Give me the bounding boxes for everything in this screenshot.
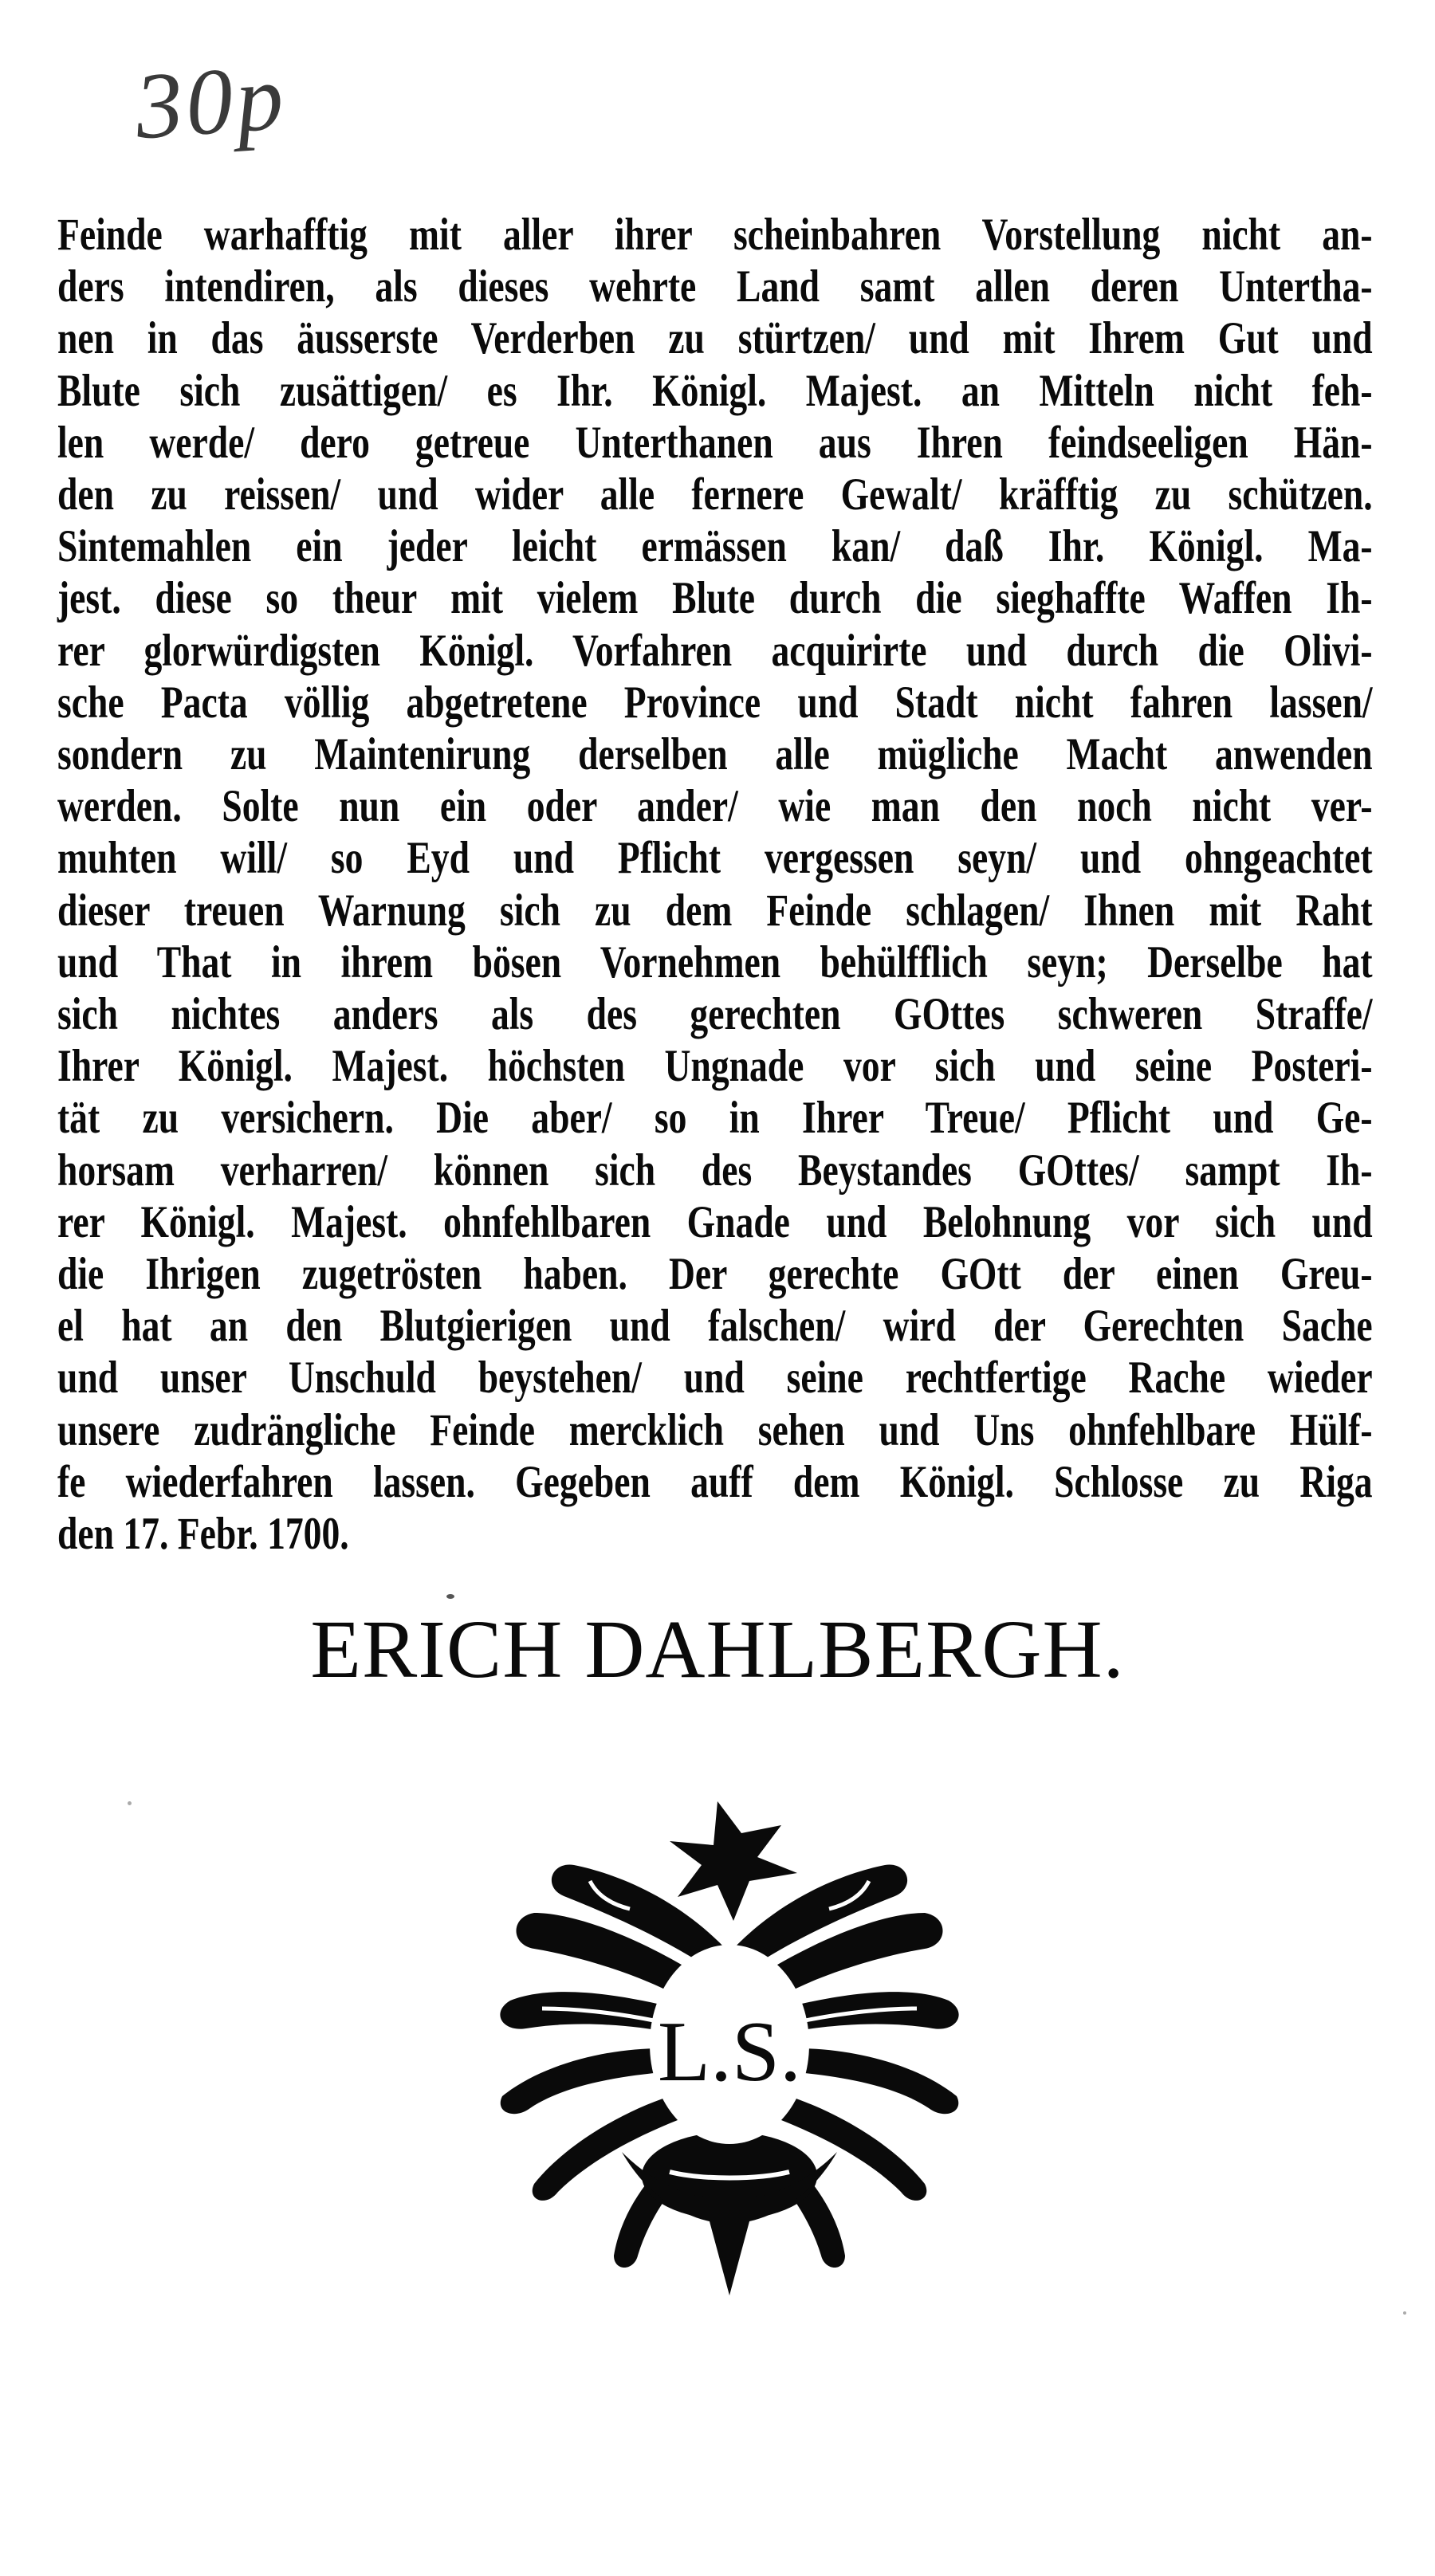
seal-wreath bbox=[478, 1777, 981, 2303]
text-line: rer glorwürdigsten Königl. Vorfahren acquirirte und durch die Olivi- bbox=[57, 625, 1373, 676]
text-line: ders intendiren, als dieses wehrte Land samt allen deren Untertha- bbox=[57, 261, 1373, 312]
text-line: den zu reissen/ und wider alle fernere Gewalt/ kräfftig zu schützen. bbox=[57, 469, 1373, 520]
text-line: und unser Unschuld beystehen/ und seine rechtfertige Rache wieder bbox=[57, 1353, 1373, 1404]
text-line: unsere zudrängliche Feinde mercklich sehen und Uns ohnfehlbare Hülf- bbox=[57, 1404, 1373, 1455]
ink-speck bbox=[446, 1594, 454, 1599]
handwritten-annotation: 30p bbox=[132, 44, 290, 159]
text-line: die Ihrigen zugetrösten haben. Der gerechte GOtt der einen Greu- bbox=[57, 1249, 1373, 1299]
text-line: Feinde warhafftig mit aller ihrer scheinbahren Vorstellung nicht an- bbox=[57, 210, 1373, 260]
text-line: nen in das äusserste Verderben zu stürtzen/ und mit Ihrem Gut und bbox=[57, 313, 1373, 364]
text-line: tät zu versichern. Die aber/ so in Ihrer Treue/ Pflicht und Ge- bbox=[57, 1093, 1373, 1144]
text-line: Sintemahlen ein jeder leicht ermässen kan/ daß Ihr. Königl. Ma- bbox=[57, 521, 1373, 572]
ink-speck bbox=[1403, 2311, 1406, 2315]
text-line: sche Pacta völlig abgetretene Province und Stadt nicht fahren lassen/ bbox=[57, 677, 1373, 728]
signature: ERICH DAHLBERGH. bbox=[310, 1604, 1125, 1695]
text-line: len werde/ dero getreue Unterthanen aus Ihren feindseeligen Hän- bbox=[57, 417, 1373, 468]
text-line: Ihrer Königl. Majest. höchsten Ungnade vor sich und seine Posteri- bbox=[57, 1041, 1373, 1092]
text-line: dieser treuen Warnung sich zu dem Feinde schlagen/ Ihnen mit Raht bbox=[57, 885, 1373, 936]
text-line: fe wiederfahren lassen. Gegeben auff dem Königl. Schlosse zu Riga bbox=[57, 1456, 1373, 1507]
text-line: sondern zu Maintenirung derselben alle mügliche Macht anwenden bbox=[57, 729, 1373, 779]
text-line: el hat an den Blutgierigen und falschen/ wird der Gerechten Sache bbox=[57, 1301, 1373, 1352]
text-line: sich nichtes anders als des gerechten GOttes schweren Straffe/ bbox=[57, 989, 1373, 1039]
ink-speck bbox=[128, 1801, 132, 1805]
text-line: und That in ihrem bösen Vornehmen behülfflich seyn; Derselbe hat bbox=[57, 937, 1373, 988]
seal-text: L.S. bbox=[657, 2005, 802, 2099]
text-line: rer Königl. Majest. ohnfehlbaren Gnade und Belohnung vor sich und bbox=[57, 1196, 1373, 1247]
text-line: muhten will/ so Eyd und Pflicht vergessen seyn/ und ohngeachtet bbox=[57, 833, 1373, 884]
text-line: den 17. Febr. 1700. bbox=[57, 1509, 349, 1559]
text-line: horsam verharren/ können sich des Beystandes GOttes/ sampt Ih- bbox=[57, 1145, 1373, 1196]
text-line: jest. diese so theur mit vielem Blute durch die sieghaffte Waffen Ih- bbox=[57, 573, 1373, 624]
text-line: Blute sich zusättigen/ es Ihr. Königl. Majest. an Mitteln nicht feh- bbox=[57, 365, 1373, 416]
text-line: werden. Solte nun ein oder ander/ wie man den noch nicht ver- bbox=[57, 781, 1373, 832]
